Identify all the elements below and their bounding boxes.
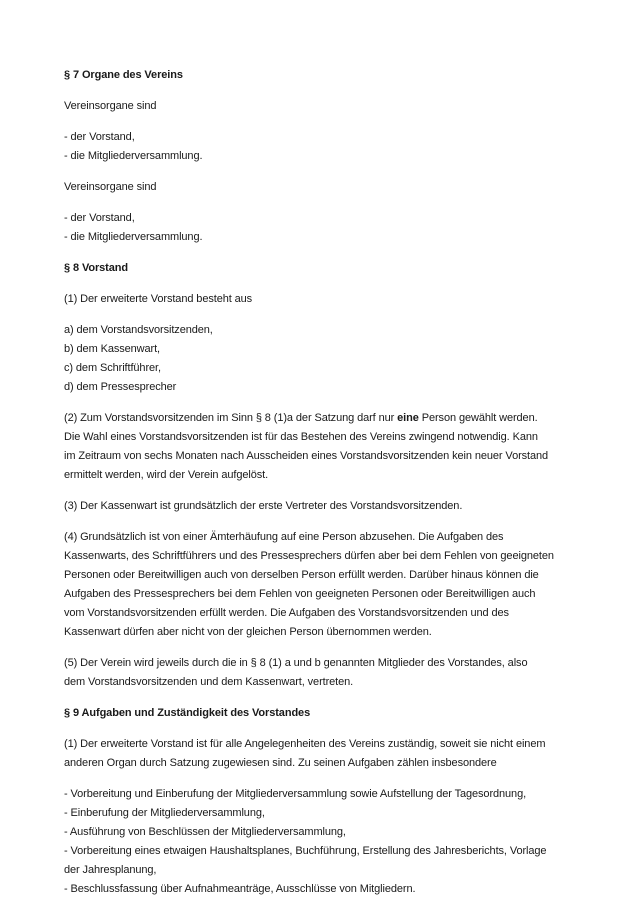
section-9-heading: § 9 Aufgaben und Zuständigkeit des Vorstandes [64, 707, 311, 719]
list-item: - Vorbereitung und Einberufung der Mitgliederversammlung sowie Aufstellung der Tagesordnung, [64, 788, 527, 800]
section-8-paragraph-4 [64, 528, 584, 642]
paragraph-line: Die Wahl eines Vorstandsvorsitzenden ist für das Bestehen des Vereins zwingend notwendig. Kann [64, 431, 538, 443]
section-7-organ-list [64, 128, 584, 166]
section-7-organ-list-repeat [64, 209, 584, 247]
paragraph-line: vom Vorstandsvorsitzenden erfüllt werden. Die Aufgaben des Vorstandsvorsitzenden und des [64, 607, 509, 619]
section-7-heading: § 7 Organe des Vereins [64, 69, 183, 81]
section-8-paragraph-1: (1) Der erweiterte Vorstand besteht aus [64, 293, 253, 305]
paragraph-line: (4) Grundsätzlich ist von einer Ämterhäufung auf eine Person abzusehen. Die Aufgaben des [64, 531, 504, 543]
list-item: der Jahresplanung, [64, 864, 157, 876]
list-item: - der Vorstand, [64, 212, 135, 224]
emphasis-one: eine [397, 412, 419, 424]
paragraph-line: (5) Der Verein wird jeweils durch die in § 8 (1) a und b genannten Mitglieder des Vorstandes, also [64, 657, 528, 669]
section-9-task-list [64, 785, 584, 899]
list-item: c) dem Schriftführer, [64, 362, 161, 374]
section-8-paragraph-3: (3) Der Kassenwart ist grundsätzlich der erste Vertreter des Vorstandsvorsitzenden. [64, 500, 463, 512]
section-7-intro-repeat: Vereinsorgane sind [64, 181, 157, 193]
list-item: - Vorbereitung eines etwaigen Haushaltsplanes, Buchführung, Erstellung des Jahresberichts, Vorlage [64, 845, 547, 857]
section-9-paragraph-1 [64, 735, 584, 773]
list-item: a) dem Vorstandsvorsitzenden, [64, 324, 213, 336]
paragraph-line: Aufgaben des Pressesprechers bei dem Fehlen von geeigneten Personen oder Bereitwilligen auch [64, 588, 536, 600]
paragraph-line: anderen Organ durch Satzung zugewiesen sind. Zu seinen Aufgaben zählen insbesondere [64, 757, 497, 769]
paragraph-line: Kassenwarts, des Schriftführers und des Pressesprechers dürfen aber bei dem Fehlen von geeigneten [64, 550, 554, 562]
section-8-paragraph-2 [64, 409, 584, 485]
section-8-member-list [64, 321, 584, 397]
text-run: (2) Zum Vorstandsvorsitzenden im Sinn § 8 (1)a der Satzung darf nur [64, 412, 398, 424]
paragraph-line: dem Vorstandsvorsitzenden und dem Kassenwart, vertreten. [64, 676, 354, 688]
section-8-paragraph-5 [64, 654, 584, 692]
list-item: - Einberufung der Mitgliederversammlung, [64, 807, 265, 819]
section-7-intro: Vereinsorgane sind [64, 100, 157, 112]
list-item: d) dem Pressesprecher [64, 381, 177, 393]
section-8-heading: § 8 Vorstand [64, 262, 129, 274]
list-item: - Beschlussfassung über Aufnahmeanträge, Ausschlüsse von Mitgliedern. [64, 883, 416, 895]
paragraph-line: ermittelt werden, wird der Verein aufgelöst. [64, 469, 269, 481]
paragraph-line [64, 409, 584, 428]
list-item: - die Mitgliederversammlung. [64, 231, 203, 243]
list-item: - der Vorstand, [64, 131, 135, 143]
paragraph-line: im Zeitraum von sechs Monaten nach Ausscheiden eines Vorstandsvorsitzenden kein neuer Vorstand [64, 450, 549, 462]
paragraph-line: (1) Der erweiterte Vorstand ist für alle Angelegenheiten des Vereins zuständig, soweit sie nicht einem [64, 738, 546, 750]
list-item: b) dem Kassenwart, [64, 343, 161, 355]
paragraph-line: Kassenwart dürfen aber nicht von der gleichen Person übernommen werden. [64, 626, 432, 638]
text-run: Person gewählt werden. [418, 412, 538, 424]
paragraph-line: Personen oder Bereitwilligen auch von derselben Person erfüllt werden. Darüber hinaus können die [64, 569, 539, 581]
list-item: - Ausführung von Beschlüssen der Mitgliederversammlung, [64, 826, 346, 838]
document-page [64, 66, 584, 911]
list-item: - die Mitgliederversammlung. [64, 150, 203, 162]
